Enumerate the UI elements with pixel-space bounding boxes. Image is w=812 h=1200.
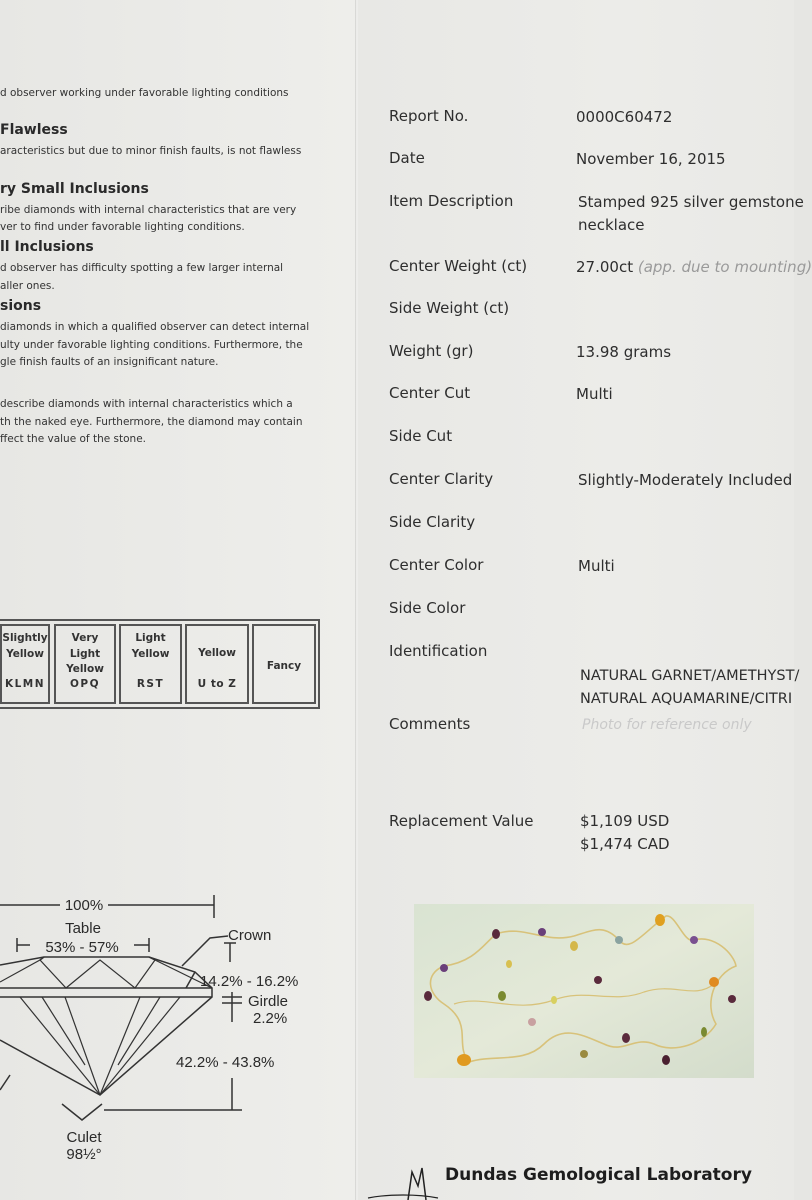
date-value: November 16, 2015 (576, 150, 726, 168)
culet-label: Culet (66, 1129, 102, 1146)
item-description-label: Item Description (389, 192, 514, 210)
crown-label: Crown (228, 927, 272, 944)
table-range-label: 53% - 57% (45, 939, 119, 956)
color-grade-cell: Very Light Yellow OPQ (54, 624, 116, 704)
side-color-label: Side Color (389, 599, 466, 617)
identification-value: NATURAL GARNET/AMETHYST/ NATURAL AQUAMARINE/CITRI (580, 668, 800, 707)
clarity-grade-heading: ll Inclusions (0, 239, 94, 255)
color-grade-cell: Yellow U to Z (185, 624, 249, 704)
necklace-photo (414, 904, 754, 1078)
table-label: Table (65, 920, 101, 937)
weight-grams-value: 13.98 grams (576, 343, 672, 361)
replacement-value-label: Replacement Value (389, 812, 534, 830)
clarity-grade-heading: sions (0, 298, 42, 314)
clarity-color-guide-page (0, 0, 356, 1200)
crown-range-label: 14.2% - 16.2% (200, 973, 299, 990)
side-cut-label: Side Cut (389, 427, 453, 445)
clarity-grade-text: aller ones. (0, 280, 55, 292)
center-weight-label: Center Weight (ct) (389, 257, 528, 275)
color-grade-letters: KLMN (4, 678, 46, 690)
center-weight-value: 27.00ct (app. due to mounting) (576, 258, 812, 276)
center-color-label: Center Color (389, 556, 484, 574)
color-grade-cell: Slightly Yellow KLMN (0, 624, 50, 704)
color-grade-letters: U to Z (197, 678, 237, 690)
comments-value: Photo for reference only (582, 717, 752, 733)
weight-grams-label: Weight (gr) (389, 342, 474, 360)
color-grade-letters: OPQ (69, 678, 101, 690)
center-cut-label: Center Cut (389, 384, 471, 402)
comments-label: Comments (389, 715, 471, 733)
color-grade-cell: Fancy (252, 624, 316, 704)
report-number-label: Report No. (389, 107, 469, 125)
color-scale-table (0, 619, 320, 709)
item-description-value: Stamped 925 silver gemstone necklace (578, 193, 804, 234)
side-clarity-label: Side Clarity (389, 513, 476, 531)
clarity-grade-text: ulty under favorable lighting conditions. Furthermore, the (0, 339, 303, 351)
clarity-grade-heading: Flawless (0, 122, 68, 138)
diamond-proportion-diagram (0, 880, 356, 1180)
clarity-grade-text: th the naked eye. Furthermore, the diamond may contain (0, 416, 303, 428)
identification-label: Identification (389, 642, 488, 660)
girdle-label: Girdle (248, 993, 289, 1010)
side-weight-label: Side Weight (ct) (389, 299, 510, 317)
laboratory-name: Dundas Gemological Laboratory (445, 1165, 752, 1185)
pavilion-range-label: 42.2% - 43.8% (176, 1054, 275, 1071)
center-color-value: Multi (578, 557, 615, 575)
color-grade-cell: Light Yellow RST (119, 624, 182, 704)
culet-value-label: 98½° (66, 1146, 102, 1163)
clarity-grade-text: describe diamonds with internal characteristics which a (0, 398, 293, 410)
clarity-grade-text: gle finish faults of an insignificant nature. (0, 356, 219, 368)
center-clarity-label: Center Clarity (389, 470, 494, 488)
clarity-grade-text: diamonds in which a qualified observer can detect internal (0, 321, 310, 333)
report-number-value: 0000C60472 (576, 108, 673, 126)
replacement-value-amounts: $1,109 USD $1,474 CAD (580, 812, 670, 853)
clarity-grade-text: ffect the value of the stone. (0, 433, 147, 445)
width-percent-label: 100% (64, 897, 104, 914)
color-grade-letters: RST (136, 678, 165, 690)
center-cut-value: Multi (576, 385, 613, 403)
clarity-intro-text: d observer working under favorable lighting conditions (0, 87, 289, 99)
center-weight-note: (app. due to mounting) (637, 258, 812, 276)
clarity-grade-text: ver to find under favorable lighting conditions. (0, 221, 245, 233)
laboratory-logo-icon (368, 1160, 438, 1200)
girdle-value-label: 2.2% (253, 1010, 288, 1027)
clarity-grade-heading: ry Small Inclusions (0, 181, 149, 197)
clarity-grade-text: d observer has difficulty spotting a few larger internal (0, 262, 284, 274)
clarity-grade-text: ribe diamonds with internal characteristics that are very (0, 204, 297, 216)
date-label: Date (389, 149, 425, 167)
center-clarity-value: Slightly-Moderately Included (578, 471, 793, 489)
appraisal-report-page (358, 0, 812, 1200)
clarity-grade-text: aracteristics but due to minor finish faults, is not flawless (0, 145, 302, 157)
